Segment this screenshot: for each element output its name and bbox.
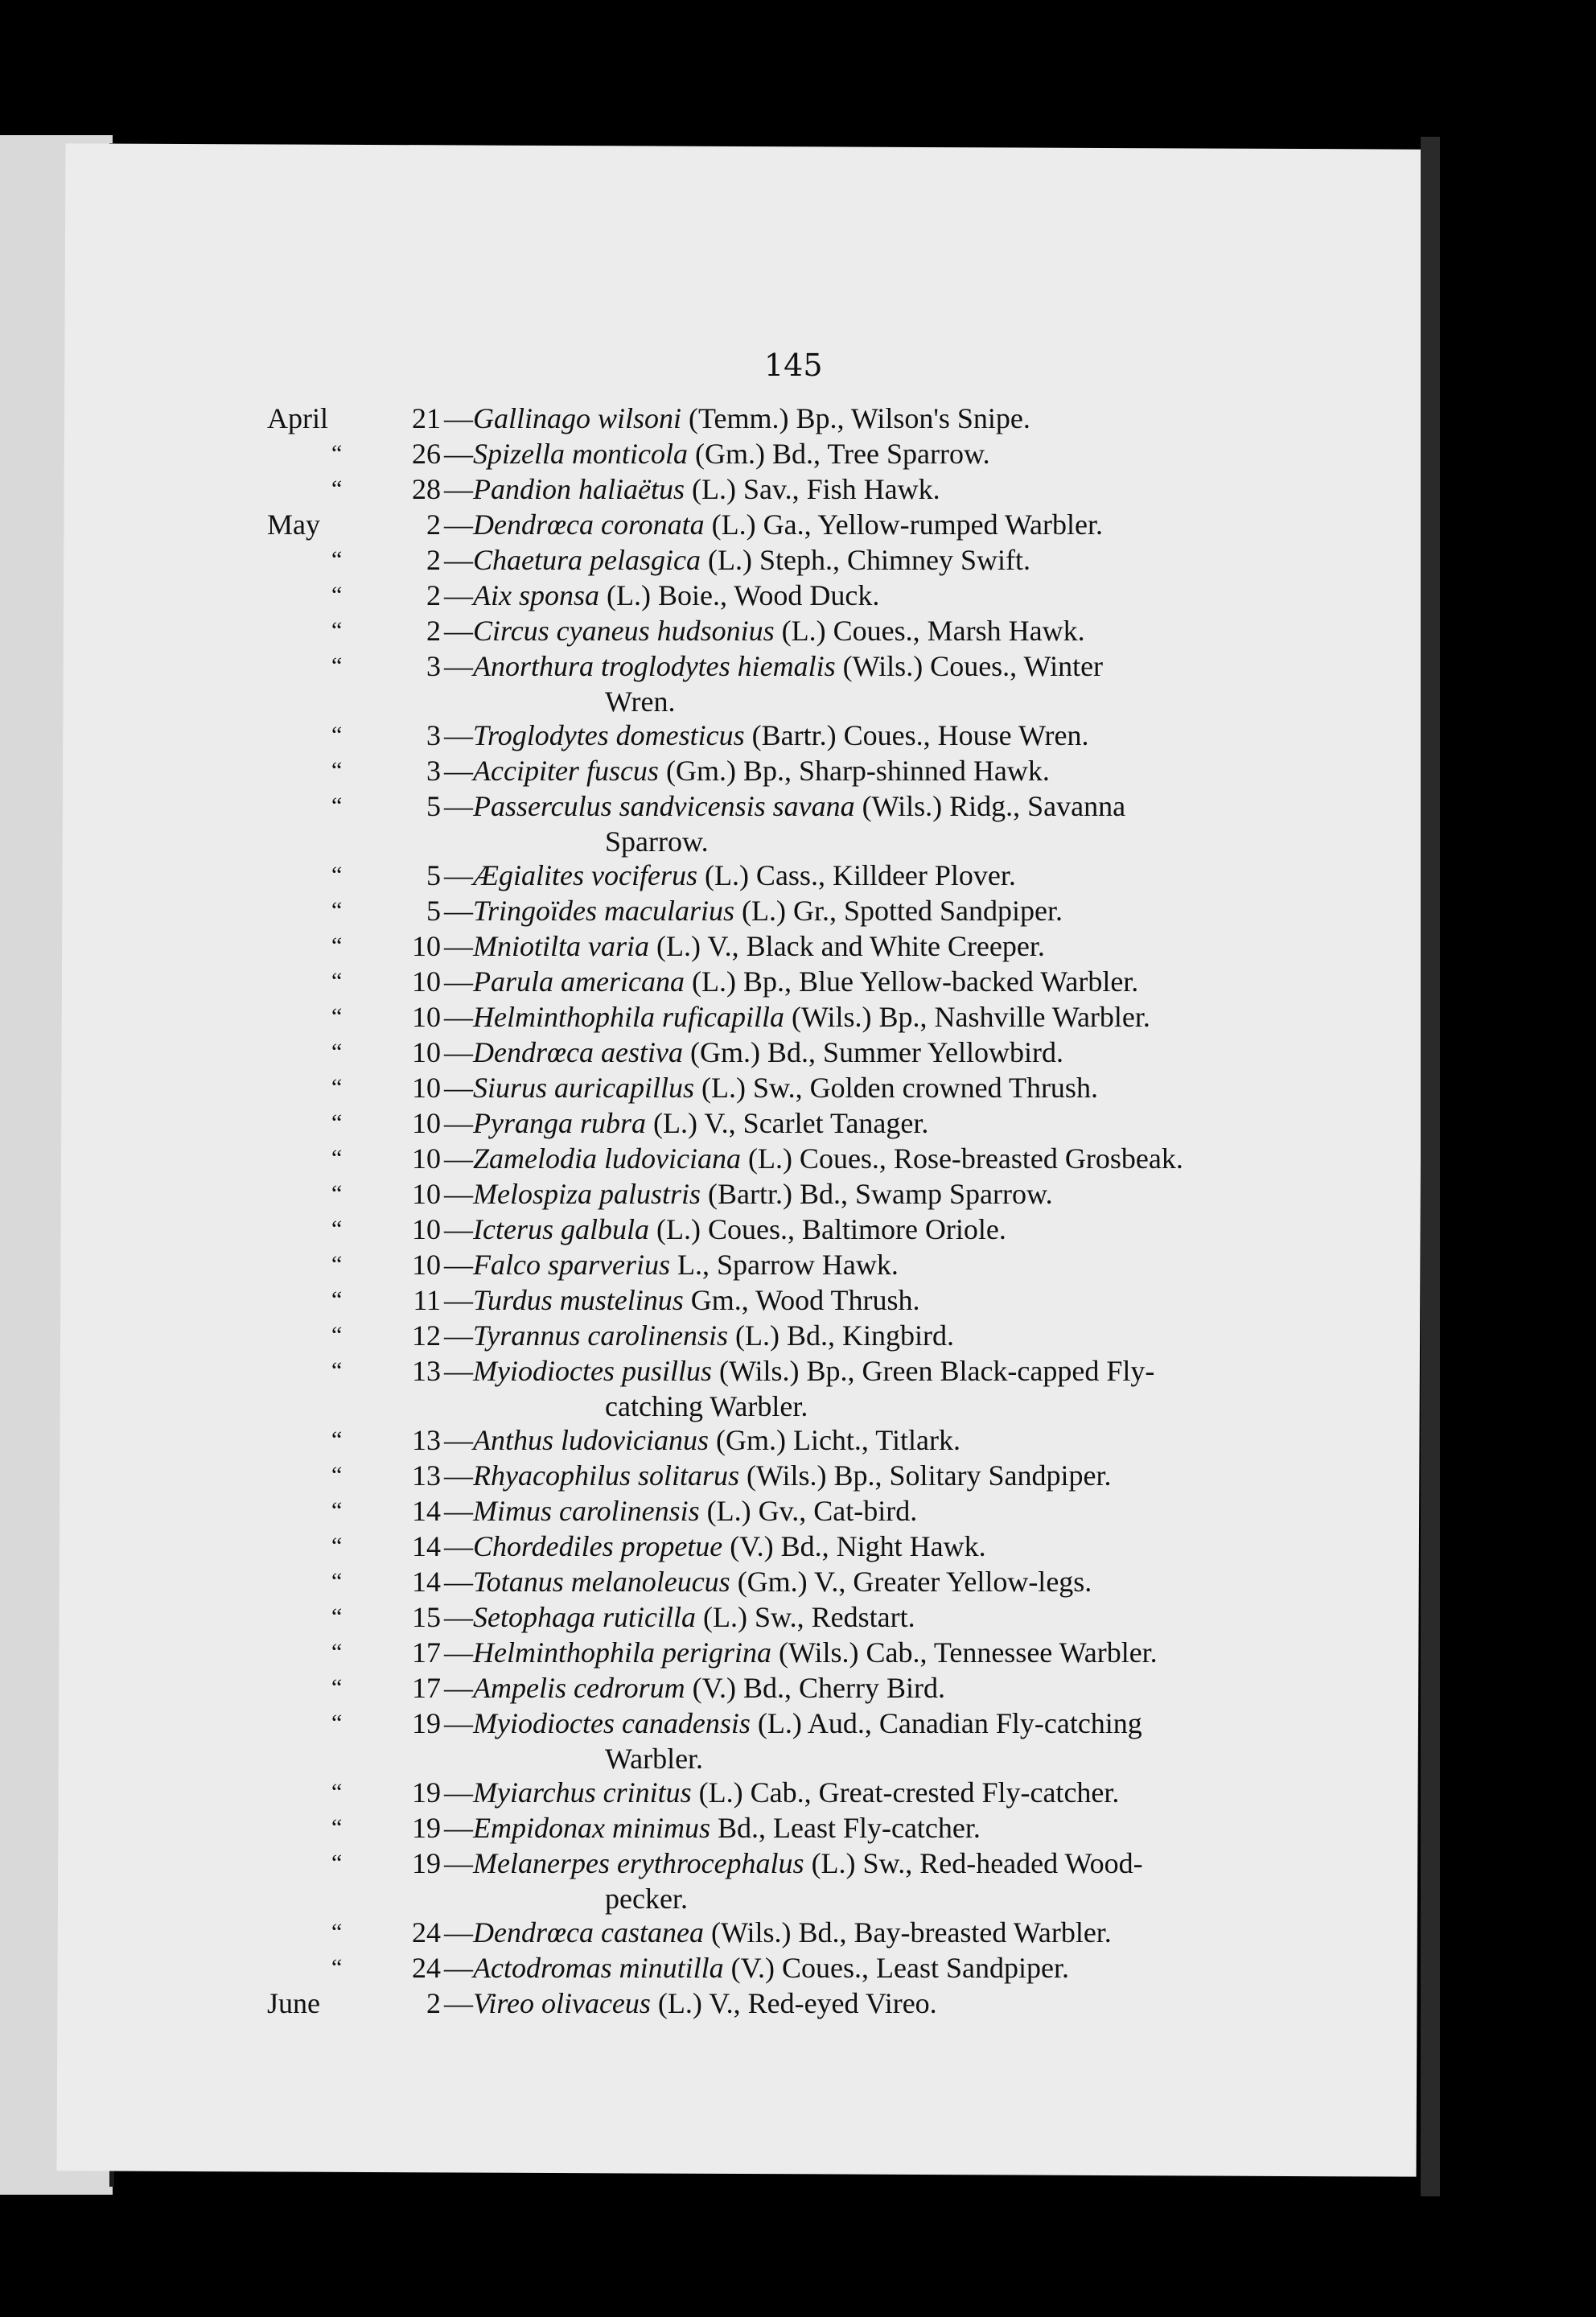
list-item [299,788,1265,824]
entry-text: —Accipiter fuscus (Gm.) Bp., Sharp-shinned Hawk. [444,755,1050,787]
entry-text: —Aix sponsa (L.) Boie., Wood Duck. [444,579,880,611]
scientific-name: Passerculus sandvicensis savana [473,790,855,822]
list-item [299,1318,1265,1353]
list-item [299,436,1265,471]
scientific-name: Pandion haliaëtus [473,473,685,505]
scientific-name: Troglodytes domesticus [473,719,745,751]
entry-day: 28 [412,473,441,505]
authority-and-common-name: (Wils.) Bp., Solitary Sandpiper. [739,1459,1112,1492]
list-item [299,1635,1265,1670]
entry-text: —Gallinago wilsoni (Temm.) Bp., Wilson's Snipe. [444,402,1030,434]
list-item [299,928,1265,964]
entry-month: “ [331,722,343,748]
authority-and-common-name: (Gm.) Bd., Summer Yellowbird. [682,1036,1063,1068]
continuation-text: Wren. [605,685,676,718]
authority-and-common-name: (L.) Gr., Spotted Sandpiper. [734,895,1063,927]
scientific-name: Myiodioctes canadensis [473,1707,751,1739]
authority-and-common-name: L., Sparrow Hawk. [669,1249,899,1281]
list-item [299,718,1265,753]
list-item [299,471,1265,507]
list-item [299,1247,1265,1282]
list-item [299,1706,1265,1741]
entry-text: —Dendrœca coronata (L.) Ga., Yellow-rumped Warbler. [444,508,1103,541]
entry-text: —Vireo olivaceus (L.) V., Red-eyed Vireo. [444,1987,937,2019]
list-item [299,1950,1265,1986]
entry-month: “ [331,1322,343,1348]
entry-day: 14 [412,1495,441,1527]
entry-text: —Myiodioctes pusillus (Wils.) Bp., Green Black-capped Fly- [444,1355,1155,1387]
entry-text: —Circus cyaneus hudsonius (L.) Coues., Marsh Hawk. [444,615,1085,647]
entry-day: 24 [412,1916,441,1949]
scientific-name: Ægialites vociferus [473,859,697,891]
list-item [267,401,1265,436]
continuation-text: Sparrow. [605,825,709,858]
entry-day: 10 [412,1072,441,1104]
entry-day: 10 [412,1107,441,1139]
authority-and-common-name: Gm., Wood Thrush. [683,1284,920,1316]
list-item [299,1176,1265,1212]
authority-and-common-name: (L.) Aud., Canadian Fly-catching [750,1707,1142,1739]
entry-text: —Zamelodia ludoviciana (L.) Coues., Rose-breasted Grosbeak. [444,1142,1183,1175]
entry-day: 5 [426,895,441,927]
authority-and-common-name: (Wils.) Bp., Green Black-capped Fly- [711,1355,1155,1387]
entry-month: “ [331,932,343,959]
entry-day: 10 [412,930,441,962]
entry-text: —Siurus auricapillus (L.) Sw., Golden crowned Thrush. [444,1072,1098,1104]
entry-month: “ [331,1003,343,1030]
entry-text: —Myiodioctes canadensis (L.) Aud., Canadian Fly-catching [444,1707,1142,1739]
entry-day: 2 [426,579,441,611]
authority-and-common-name: (Wils.) Cab., Tennessee Warbler. [771,1636,1158,1669]
entry-text: —Myiarchus crinitus (L.) Cab., Great-crested Fly-catcher. [444,1776,1120,1809]
list-item [299,1846,1265,1881]
list-item [299,1353,1265,1389]
entry-month: “ [331,1954,343,1981]
entry-text: —Anorthura troglodytes hiemalis (Wils.) Coues., Winter [444,650,1104,682]
entry-text: —Dendrœca aestiva (Gm.) Bd., Summer Yellowbird. [444,1036,1063,1068]
entry-month: “ [331,1779,343,1805]
bird-arrival-list [267,401,1265,2021]
entry-text: —Mimus carolinensis (L.) Gv., Cat-bird. [444,1495,918,1527]
entry-text: —Spizella monticola (Gm.) Bd., Tree Sparrow. [444,438,990,470]
entry-month: “ [331,1497,343,1524]
scientific-name: Circus cyaneus hudsonius [473,615,775,647]
scientific-name: Icterus galbula [473,1213,649,1245]
list-item [299,1105,1265,1141]
entry-month: “ [331,1533,343,1559]
authority-and-common-name: (Gm.) Bd., Tree Sparrow. [687,438,990,470]
continuation-text: catching Warbler. [605,1390,808,1422]
authority-and-common-name: (L.) Sw., Redstart. [695,1601,915,1633]
entry-day: 24 [412,1952,441,1984]
entry-month: April [267,402,328,434]
list-item-continuation [299,824,1265,858]
entry-day: 14 [412,1566,441,1598]
entry-day: 5 [426,859,441,891]
entry-day: 13 [412,1355,441,1387]
authority-and-common-name: (L.) V., Scarlet Tanager. [646,1107,929,1139]
entry-text: —Pandion haliaëtus (L.) Sav., Fish Hawk. [444,473,940,505]
entry-day: 10 [412,1142,441,1175]
authority-and-common-name: (L.) Boie., Wood Duck. [599,579,880,611]
entry-day: 13 [412,1459,441,1492]
entry-text: —Totanus melanoleucus (Gm.) V., Greater Yellow-legs. [444,1566,1092,1598]
list-item [299,1599,1265,1635]
entry-month: “ [331,1180,343,1207]
scientific-name: Dendrœca castanea [473,1916,704,1949]
list-item [299,1282,1265,1318]
entry-text: —Passerculus sandvicensis savana (Wils.) Ridg., Savanna [444,790,1126,822]
scientific-name: Mimus carolinensis [473,1495,700,1527]
entry-month: “ [331,1074,343,1101]
entry-month: “ [331,1603,343,1630]
entry-day: 10 [412,1036,441,1068]
entry-month: “ [331,897,343,924]
entry-day: 19 [412,1812,441,1844]
entry-month: “ [331,1814,343,1841]
list-item-continuation [299,1881,1265,1915]
list-item [299,1529,1265,1564]
entry-month: “ [331,1216,343,1242]
entry-day: 10 [412,1178,441,1210]
entry-month: “ [331,968,343,994]
list-item [299,648,1265,684]
entry-day: 2 [426,1987,441,2019]
entry-text: —Helminthophila perigrina (Wils.) Cab., Tennessee Warbler. [444,1636,1158,1669]
list-item [299,1564,1265,1599]
scientific-name: Setophaga ruticilla [473,1601,696,1633]
entry-text: —Melanerpes erythrocephalus (L.) Sw., Red-headed Wood- [444,1847,1143,1879]
entry-day: 13 [412,1424,441,1456]
authority-and-common-name: (L.) Sw., Red-headed Wood- [804,1847,1143,1879]
authority-and-common-name: (L.) Coues., Rose-breasted Grosbeak. [740,1142,1183,1175]
entry-day: 2 [426,508,441,541]
continuation-text: pecker. [605,1883,688,1915]
scientific-name: Helminthophila perigrina [473,1636,771,1669]
list-item-continuation [299,684,1265,718]
scientific-name: Parula americana [473,965,685,998]
list-item-continuation [299,1389,1265,1422]
scientific-name: Turdus mustelinus [473,1284,684,1316]
list-item [299,578,1265,613]
entry-text: —Icterus galbula (L.) Coues., Baltimore Oriole. [444,1213,1006,1245]
authority-and-common-name: (L.) V., Black and White Creeper. [649,930,1045,962]
authority-and-common-name: (L.) Coues., Baltimore Oriole. [648,1213,1006,1245]
entry-month: “ [331,617,343,644]
entry-month: “ [331,1251,343,1278]
authority-and-common-name: (L.) Sav., Fish Hawk. [685,473,940,505]
entry-month: June [267,1987,320,2019]
scientific-name: Aix sponsa [473,579,599,611]
list-item [299,1493,1265,1529]
scientific-name: Siurus auricapillus [473,1072,695,1104]
list-item [299,1212,1265,1247]
entry-day: 15 [412,1601,441,1633]
list-item [299,893,1265,928]
authority-and-common-name: (Gm.) Bp., Sharp-shinned Hawk. [658,755,1050,787]
scientific-name: Chaetura pelasgica [473,544,701,576]
entry-month: May [267,508,320,541]
entry-month: “ [331,1639,343,1665]
entry-day: 17 [412,1636,441,1669]
entry-month: “ [331,1357,343,1384]
list-item [299,1810,1265,1846]
entry-text: —Ægialites vociferus (L.) Cass., Killdeer Plover. [444,859,1016,891]
authority-and-common-name: (Bartr.) Bd., Swamp Sparrow. [701,1178,1053,1210]
entry-month: “ [331,1674,343,1701]
authority-and-common-name: (Wils.) Bp., Nashville Warbler. [784,1001,1150,1033]
scientific-name: Dendrœca coronata [473,508,705,541]
page-number: 145 [764,348,823,383]
scientific-name: Dendrœca aestiva [473,1036,683,1068]
scientific-name: Anorthura troglodytes hiemalis [473,650,836,682]
entry-text: —Actodromas minutilla (V.) Coues., Least Sandpiper. [444,1952,1069,1984]
entry-text: —Chordediles propetue (V.) Bd., Night Hawk. [444,1530,986,1562]
entry-text: —Troglodytes domesticus (Bartr.) Coues., House Wren. [444,719,1089,751]
entry-day: 10 [412,1001,441,1033]
authority-and-common-name: (V.) Bd., Night Hawk. [722,1530,986,1562]
authority-and-common-name: (L.) Steph., Chimney Swift. [700,544,1030,576]
list-item [299,1070,1265,1105]
list-item [299,964,1265,999]
entry-month: “ [331,757,343,784]
entry-day: 19 [412,1707,441,1739]
entry-day: 10 [412,965,441,998]
entry-day: 2 [426,544,441,576]
scientific-name: Totanus melanoleucus [473,1566,730,1598]
entry-text: —Melospiza palustris (Bartr.) Bd., Swamp Sparrow. [444,1178,1053,1210]
scientific-name: Pyranga rubra [473,1107,646,1139]
authority-and-common-name: (Wils.) Coues., Winter [835,650,1104,682]
authority-and-common-name: (L.) Bd., Kingbird. [728,1319,954,1352]
authority-and-common-name: (V.) Coues., Least Sandpiper. [723,1952,1069,1984]
scientific-name: Mniotilta varia [473,930,649,962]
entry-day: 3 [426,650,441,682]
list-item-continuation [299,1741,1265,1775]
entry-month: “ [331,1710,343,1736]
entry-text: —Tyrannus carolinensis (L.) Bd., Kingbird. [444,1319,954,1352]
scientific-name: Myiarchus crinitus [473,1776,692,1809]
scientific-name: Vireo olivaceus [473,1987,651,2019]
entry-month: “ [331,1286,343,1313]
entry-day: 19 [412,1847,441,1879]
entry-text: —Rhyacophilus solitarus (Wils.) Bp., Solitary Sandpiper. [444,1459,1112,1492]
authority-and-common-name: (V.) Bd., Cherry Bird. [685,1672,945,1704]
list-item [299,1775,1265,1810]
entry-month: “ [331,1919,343,1945]
entry-month: “ [331,652,343,679]
list-item [299,1458,1265,1493]
entry-text: —Helminthophila ruficapilla (Wils.) Bp., Nashville Warbler. [444,1001,1150,1033]
list-item [267,1986,1265,2021]
authority-and-common-name: (L.) Sw., Golden crowned Thrush. [694,1072,1098,1104]
entry-text: —Anthus ludovicianus (Gm.) Licht., Titlark. [444,1424,960,1456]
list-item [299,542,1265,578]
scientific-name: Empidonax minimus [473,1812,710,1844]
authority-and-common-name: (L.) Gv., Cat-bird. [699,1495,918,1527]
scientific-name: Zamelodia ludoviciana [473,1142,741,1175]
entry-month: “ [331,862,343,888]
entry-month: “ [331,475,343,502]
authority-and-common-name: Bd., Least Fly-catcher. [710,1812,981,1844]
entry-text: —Dendrœca castanea (Wils.) Bd., Bay-breasted Warbler. [444,1916,1112,1949]
scientific-name: Falco sparverius [473,1249,670,1281]
entry-month: “ [331,1426,343,1453]
authority-and-common-name: (L.) Ga., Yellow-rumped Warbler. [704,508,1103,541]
entry-day: 3 [426,755,441,787]
entry-day: 5 [426,790,441,822]
authority-and-common-name: (Bartr.) Coues., House Wren. [744,719,1089,751]
list-item [299,1670,1265,1706]
entry-day: 10 [412,1213,441,1245]
list-item [299,999,1265,1035]
entry-month: “ [331,792,343,819]
authority-and-common-name: (Gm.) V., Greater Yellow-legs. [730,1566,1092,1598]
scientific-name: Gallinago wilsoni [473,402,682,434]
entry-day: 17 [412,1672,441,1704]
list-item [299,753,1265,788]
entry-text: —Turdus mustelinus Gm., Wood Thrush. [444,1284,920,1316]
authority-and-common-name: (L.) Bp., Blue Yellow-backed Warbler. [684,965,1139,998]
entry-month: “ [331,1850,343,1876]
scientific-name: Melanerpes erythrocephalus [473,1847,804,1879]
entry-month: “ [331,1039,343,1065]
entry-text: —Empidonax minimus Bd., Least Fly-catcher. [444,1812,981,1844]
entry-month: “ [331,1462,343,1488]
scientific-name: Tringoïdes macularius [473,895,735,927]
entry-day: 10 [412,1249,441,1281]
entry-month: “ [331,1145,343,1171]
entry-text: —Falco sparverius L., Sparrow Hawk. [444,1249,899,1281]
authority-and-common-name: (Temm.) Bp., Wilson's Snipe. [681,402,1030,434]
scientific-name: Accipiter fuscus [473,755,659,787]
entry-month: “ [331,440,343,467]
entry-month: “ [331,1109,343,1136]
entry-text: —Tringoïdes macularius (L.) Gr., Spotted Sandpiper. [444,895,1063,927]
scientific-name: Tyrannus carolinensis [473,1319,729,1352]
scientific-name: Melospiza palustris [473,1178,701,1210]
entry-text: —Parula americana (L.) Bp., Blue Yellow-backed Warbler. [444,965,1139,998]
scientific-name: Actodromas minutilla [473,1952,724,1984]
list-item [299,613,1265,648]
entry-month: “ [331,546,343,573]
list-item [267,507,1265,542]
authority-and-common-name: (L.) Cass., Killdeer Plover. [697,859,1016,891]
entry-day: 14 [412,1530,441,1562]
list-item [299,858,1265,893]
continuation-text: Warbler. [605,1743,704,1775]
page-edge-shadow [1421,137,1440,2196]
list-item [299,1141,1265,1176]
entry-text: —Pyranga rubra (L.) V., Scarlet Tanager. [444,1107,929,1139]
list-item [299,1915,1265,1950]
authority-and-common-name: (Gm.) Licht., Titlark. [708,1424,960,1456]
scientific-name: Helminthophila ruficapilla [473,1001,784,1033]
list-item [299,1422,1265,1458]
entry-day: 21 [412,402,441,434]
scientific-name: Rhyacophilus solitarus [473,1459,739,1492]
scientific-name: Myiodioctes pusillus [473,1355,712,1387]
entry-day: 19 [412,1776,441,1809]
entry-text: —Ampelis cedrorum (V.) Bd., Cherry Bird. [444,1672,945,1704]
entry-text: —Mniotilta varia (L.) V., Black and White Creeper. [444,930,1045,962]
scientific-name: Spizella monticola [473,438,688,470]
list-item [299,1035,1265,1070]
entry-month: “ [331,1568,343,1595]
entry-day: 2 [426,615,441,647]
authority-and-common-name: (L.) V., Red-eyed Vireo. [650,1987,937,2019]
authority-and-common-name: (L.) Cab., Great-crested Fly-catcher. [691,1776,1120,1809]
entry-day: 3 [426,719,441,751]
entry-day: 11 [413,1284,441,1316]
authority-and-common-name: (Wils.) Bd., Bay-breasted Warbler. [703,1916,1112,1949]
scientific-name: Anthus ludovicianus [473,1424,709,1456]
authority-and-common-name: (L.) Coues., Marsh Hawk. [774,615,1085,647]
scientific-name: Chordediles propetue [473,1530,723,1562]
scientific-name: Ampelis cedrorum [473,1672,685,1704]
entry-day: 26 [412,438,441,470]
entry-text: —Chaetura pelasgica (L.) Steph., Chimney Swift. [444,544,1030,576]
entry-day: 12 [412,1319,441,1352]
entry-month: “ [331,582,343,608]
entry-text: —Setophaga ruticilla (L.) Sw., Redstart. [444,1601,915,1633]
authority-and-common-name: (Wils.) Ridg., Savanna [854,790,1126,822]
